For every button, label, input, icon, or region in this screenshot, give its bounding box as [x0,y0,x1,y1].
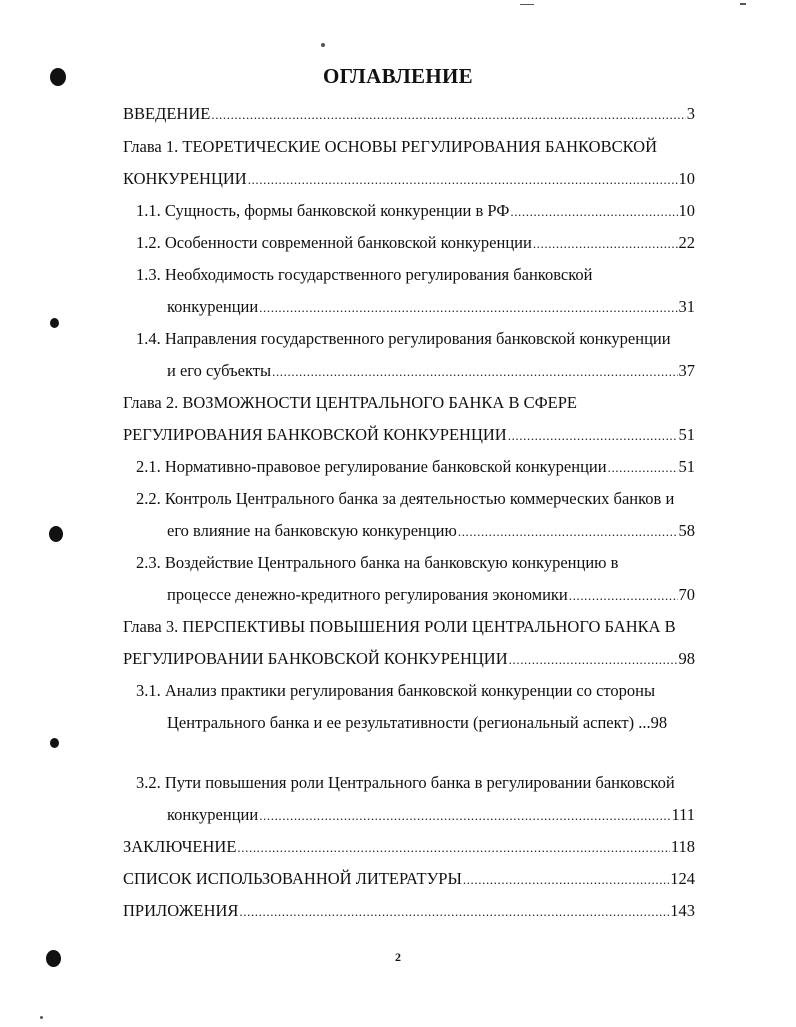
scan-speck [740,3,746,5]
toc-entry-appendix[interactable] [123,900,695,923]
toc-section-1-4-line1[interactable]: 1.4. Направления государственного регулирования банковской конкуренции [136,329,671,348]
scan-speck [520,4,534,5]
page-title: ОГЛАВЛЕНИЕ [323,64,473,88]
toc-section-1-1[interactable] [136,200,695,223]
toc-section-2-3-line1[interactable]: 2.3. Воздействие Центрального банка на банковскую конкуренцию в [136,553,619,572]
toc-entry-text: 2.1. Нормативно-правовое регулирование банковской конкуренции [136,457,607,476]
toc-entry-text: процессе денежно-кредитного регулирования экономики [167,585,568,604]
toc-entry-text: РЕГУЛИРОВАНИЯ БАНКОВСКОЙ КОНКУРЕНЦИИ [123,425,507,444]
toc-section-2-3[interactable] [167,584,695,607]
toc-entry-bibliography[interactable] [123,868,695,891]
toc-page-number: 124 [670,869,695,888]
dot-leader [259,297,677,319]
toc-page-number: 22 [678,233,695,252]
toc-entry-text: ЗАКЛЮЧЕНИЕ [123,837,237,856]
toc-page-number: 31 [678,297,695,316]
toc-section-1-2[interactable] [136,232,695,255]
toc-section-2-2-line1[interactable]: 2.2. Контроль Центрального банка за деятельностью коммерческих банков и [136,489,675,508]
toc-entry-text: и его субъекты [167,361,272,380]
binder-hole-mark [50,318,59,328]
dot-leader [237,837,669,859]
scan-speck [40,1016,43,1019]
toc-chapter-1[interactable] [123,168,695,191]
dot-leader [463,869,669,891]
dot-leader [239,901,669,923]
dot-leader [458,521,678,543]
dot-leader [608,457,678,479]
toc-entry-text: ВВЕДЕНИЕ [123,104,211,123]
toc-section-3-2-line1[interactable]: 3.2. Пути повышения роли Центрального банка в регулировании банковской [136,773,675,792]
dot-leader [509,649,678,671]
toc-chapter-3[interactable] [123,648,695,671]
toc-section-1-4[interactable] [167,360,695,383]
binder-hole-mark [50,738,59,748]
toc-page-number: 51 [678,425,695,444]
toc-chapter-2[interactable] [123,424,695,447]
dot-leader [272,361,677,383]
toc-page-number: 10 [678,201,695,220]
toc-chapter-3-line1[interactable]: Глава 3. ПЕРСПЕКТИВЫ ПОВЫШЕНИЯ РОЛИ ЦЕНТРАЛЬНОГО БАНКА В [123,617,676,636]
toc-chapter-1-line1[interactable]: Глава 1. ТЕОРЕТИЧЕСКИЕ ОСНОВЫ РЕГУЛИРОВАНИЯ БАНКОВСКОЙ [123,137,658,156]
toc-entry-text: его влияние на банковскую конкуренцию [167,521,457,540]
toc-section-3-1[interactable] [167,712,667,734]
toc-page-number: 70 [678,585,695,604]
toc-entry-text: РЕГУЛИРОВАНИИ БАНКОВСКОЙ КОНКУРЕНЦИИ [123,649,508,668]
dot-leader [259,805,670,827]
toc-entry-text: Центрального банка и ее результативности (региональный аспект) ... [167,713,651,732]
toc-entry-text: 1.1. Сущность, формы банковской конкуренции в РФ [136,201,510,220]
toc-entry-text: ПРИЛОЖЕНИЯ [123,901,239,920]
dot-leader [211,104,685,126]
toc-entry-conclusion[interactable] [123,836,695,859]
toc-section-1-3-line1[interactable]: 1.3. Необходимость государственного регулирования банковской [136,265,593,284]
toc-page-number: 3 [686,104,695,123]
page-number: 2 [395,950,401,964]
scan-speck [321,43,325,47]
toc-entry-intro[interactable] [123,103,695,126]
toc-page-number: 58 [678,521,695,540]
binder-hole-mark [49,526,63,542]
toc-page-number: 51 [678,457,695,476]
toc-page-number: 143 [670,901,695,920]
toc-page-number: 10 [678,169,695,188]
toc-section-3-1-line1[interactable]: 3.1. Анализ практики регулирования банковской конкуренции со стороны [136,681,656,700]
binder-hole-mark [50,68,66,86]
toc-entry-text: СПИСОК ИСПОЛЬЗОВАННОЙ ЛИТЕРАТУРЫ [123,869,462,888]
binder-hole-mark [46,950,61,967]
toc-section-3-2[interactable] [167,804,695,827]
toc-entry-text: 1.2. Особенности современной банковской конкуренции [136,233,532,252]
toc-section-2-1[interactable] [136,456,695,479]
toc-page-number: 111 [671,805,695,824]
dot-leader [533,233,678,255]
toc-chapter-2-line1[interactable]: Глава 2. ВОЗМОЖНОСТИ ЦЕНТРАЛЬНОГО БАНКА В СФЕРЕ [123,393,577,412]
dot-leader [510,201,677,223]
toc-section-2-2[interactable] [167,520,695,543]
toc-entry-text: конкуренции [167,297,259,316]
dot-leader [508,425,678,447]
dot-leader [569,585,678,607]
toc-page-number: 98 [678,649,695,668]
toc-section-1-3[interactable] [167,296,695,319]
dot-leader [248,169,678,191]
toc-page-number: 98 [650,713,668,732]
toc-page-number: 37 [678,361,695,380]
toc-entry-text: конкуренции [167,805,259,824]
toc-entry-text: КОНКУРЕНЦИИ [123,169,247,188]
toc-page-number: 118 [670,837,695,856]
